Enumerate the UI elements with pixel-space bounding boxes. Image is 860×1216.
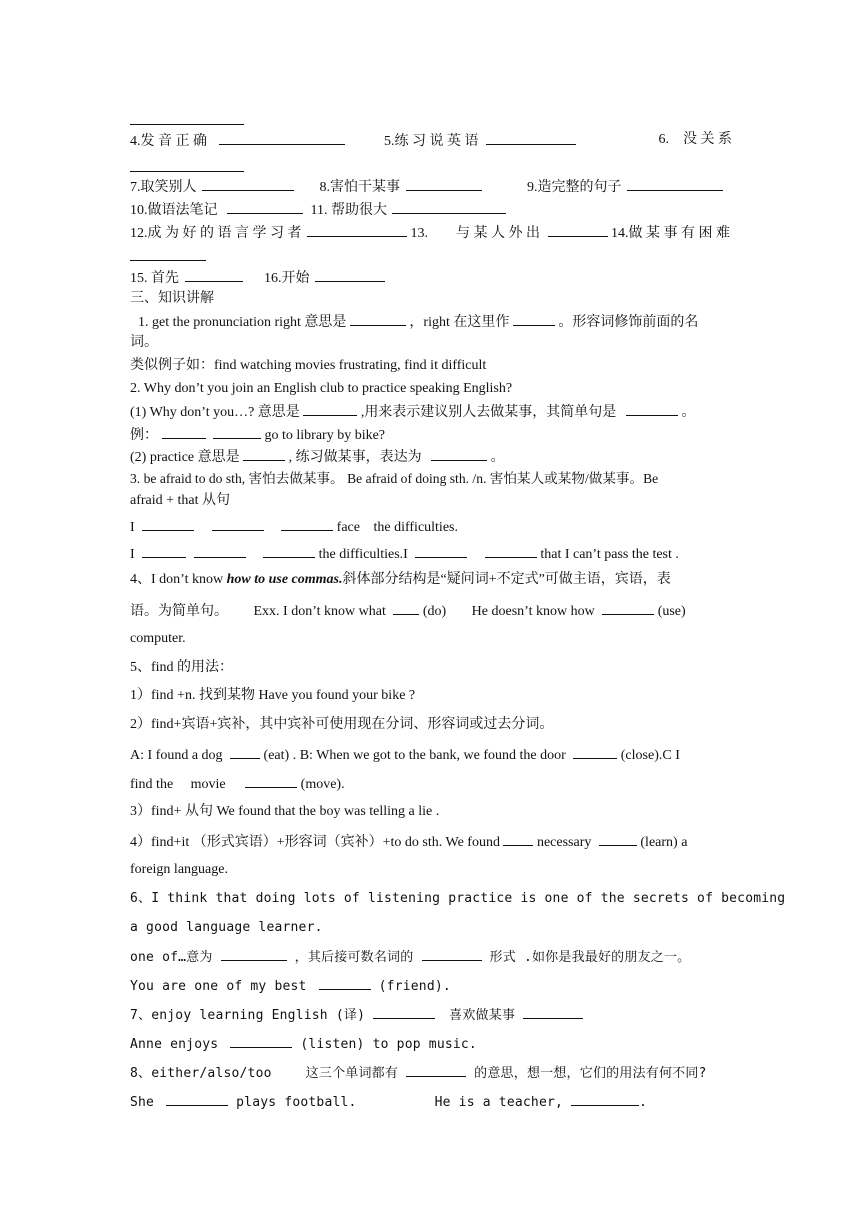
vocab-item: 9.造完整的句子 xyxy=(527,180,622,195)
text: 斜体部分结构是“疑问词+不定式”可做主语，宾语，表 xyxy=(342,572,671,587)
text: (1) Why don’t you…? 意思是 xyxy=(130,405,300,420)
answer-blank[interactable] xyxy=(194,545,246,558)
answer-blank[interactable] xyxy=(221,948,287,961)
explanation-line: foreign language. xyxy=(130,862,228,877)
answer-blank[interactable] xyxy=(166,1093,228,1106)
fill-sentence xyxy=(130,746,732,764)
text: necessary xyxy=(536,835,592,850)
vocab-row xyxy=(130,132,732,150)
explanation-line xyxy=(130,403,732,421)
text: 这三个单词都有 xyxy=(305,1066,399,1081)
vocab-item: 8.害怕干某事 xyxy=(319,180,400,195)
explanation-line: computer. xyxy=(130,631,186,646)
explanation-line: a good language learner. xyxy=(130,920,323,935)
text: go to library by bike? xyxy=(264,428,386,443)
vocab-item: 5.练 习 说 英 语 xyxy=(384,134,479,149)
answer-blank[interactable] xyxy=(202,178,294,191)
answer-blank[interactable] xyxy=(213,426,261,439)
text: He is a teacher, xyxy=(434,1095,564,1110)
answer-blank[interactable] xyxy=(227,201,303,214)
vocab-item: 14.做 某 事 有 困 难 xyxy=(611,226,730,241)
fill-sentence xyxy=(130,1093,732,1111)
answer-blank[interactable] xyxy=(350,313,406,326)
answer-blank[interactable] xyxy=(392,201,506,214)
answer-blank[interactable] xyxy=(130,112,244,125)
answer-blank[interactable] xyxy=(406,1064,466,1077)
text: (learn) a xyxy=(640,835,688,850)
answer-blank[interactable] xyxy=(626,403,678,416)
explanation-line: 2）find+宾语+宾补，其中宾补可使用现在分词、形容词或过去分词。 xyxy=(130,717,554,732)
fill-sentence xyxy=(130,948,732,966)
explanation-line xyxy=(130,602,732,620)
answer-blank[interactable] xyxy=(243,448,285,461)
explanation-line xyxy=(130,313,732,331)
answer-blank[interactable] xyxy=(185,269,243,282)
italic-phrase: how to use commas. xyxy=(226,572,343,587)
text: (eat) . B: When we got to the bank, we found the door xyxy=(263,748,566,763)
text: (friend). xyxy=(378,979,451,994)
text: 喜欢做某事 xyxy=(449,1008,516,1023)
fill-sentence xyxy=(130,518,732,536)
fill-sentence xyxy=(130,977,732,995)
answer-blank[interactable] xyxy=(573,746,617,759)
explanation-line xyxy=(130,572,732,588)
vocab-item: 15. 首先 xyxy=(130,271,179,286)
text: 语。为简单句。 xyxy=(130,604,228,619)
answer-blank[interactable] xyxy=(627,178,723,191)
vocab-item: 10.做语法笔记 xyxy=(130,203,218,218)
text: 8、either/also/too xyxy=(130,1066,272,1081)
answer-blank[interactable] xyxy=(422,948,482,961)
text: the difficulties. xyxy=(373,520,458,535)
answer-blank[interactable] xyxy=(245,775,297,788)
fill-sentence xyxy=(130,775,732,793)
text: I xyxy=(130,520,135,535)
answer-blank[interactable] xyxy=(503,833,533,846)
text: (2) practice 意思是 xyxy=(130,450,240,465)
text: (close).C I xyxy=(620,748,680,763)
answer-blank[interactable] xyxy=(485,545,537,558)
text: one of…意为 xyxy=(130,950,213,965)
answer-blank[interactable] xyxy=(130,159,244,172)
vocab-row xyxy=(130,178,732,196)
answer-blank[interactable] xyxy=(142,545,186,558)
text: 4）find+it （形式宾语）+形容词（宾补）+to do sth. We found xyxy=(130,835,500,850)
explanation-line: 1）find +n. 找到某物 Have you found your bike ? xyxy=(130,688,416,703)
text: find the xyxy=(130,777,174,792)
explanation-line xyxy=(130,426,732,444)
vocab-item: 12.成 为 好 的 语 言 学 习 者 xyxy=(130,226,302,241)
blank-line xyxy=(130,248,732,266)
vocab-row xyxy=(130,224,732,242)
answer-blank[interactable] xyxy=(230,746,260,759)
vocab-item: 4.发 音 正 确 xyxy=(130,134,207,149)
text: 1. get the pronunciation right 意思是 xyxy=(138,315,347,330)
fill-sentence xyxy=(130,1035,732,1053)
vocab-row xyxy=(130,269,732,287)
text: 4、I don’t know xyxy=(130,572,224,587)
text: the difficulties.I xyxy=(318,547,408,562)
fill-sentence xyxy=(130,833,732,851)
text: (do) xyxy=(422,604,447,619)
explanation-line: 词。 xyxy=(130,335,158,350)
answer-blank[interactable] xyxy=(373,1006,435,1019)
answer-blank[interactable] xyxy=(513,313,555,326)
section-heading: 三、知识讲解 xyxy=(130,291,214,306)
text: Exx. I don’t know what xyxy=(253,604,386,619)
text: (listen) to pop music. xyxy=(300,1037,477,1052)
explanation-line: 类似例子如：find watching movies frustrating, find it difficult xyxy=(130,358,487,373)
text: You are one of my best xyxy=(130,979,307,994)
text: plays football. xyxy=(236,1095,357,1110)
explanation-line: afraid + that 从句 xyxy=(130,493,231,508)
explanation-line: 3）find+ 从句 We found that the boy was telling a lie . xyxy=(130,804,440,819)
answer-blank[interactable] xyxy=(599,833,637,846)
text: that I can’t pass the test . xyxy=(540,547,679,562)
text: (move). xyxy=(300,777,345,792)
fill-sentence xyxy=(130,545,732,563)
text: (use) xyxy=(657,604,686,619)
explanation-line: 3. be afraid to do sth, 害怕去做某事。 Be afraid of doing sth. /n. 害怕某人或某物/做某事。Be xyxy=(130,471,659,486)
explanation-line: 5、find 的用法： xyxy=(130,660,234,675)
answer-blank[interactable] xyxy=(406,178,482,191)
text: face xyxy=(336,520,360,535)
answer-blank[interactable] xyxy=(415,545,467,558)
text: 。 xyxy=(681,405,696,420)
answer-blank[interactable] xyxy=(307,224,407,237)
answer-blank[interactable] xyxy=(212,518,264,531)
answer-blank[interactable] xyxy=(219,132,345,145)
explanation-line xyxy=(130,448,732,466)
answer-blank[interactable] xyxy=(571,1093,639,1106)
answer-blank[interactable] xyxy=(130,248,206,261)
text: ，right 在这里作 xyxy=(409,315,510,330)
answer-blank[interactable] xyxy=(393,602,419,615)
text: She xyxy=(130,1095,155,1110)
text: 。形容词修饰前面的名 xyxy=(558,315,699,330)
vocab-item: 6. 没 关 系 xyxy=(658,132,732,147)
text: , 练习做某事，表达为 xyxy=(288,450,422,465)
answer-blank[interactable] xyxy=(319,977,371,990)
text: He doesn’t know how xyxy=(471,604,595,619)
answer-blank[interactable] xyxy=(281,518,333,531)
blank-line xyxy=(130,159,732,177)
fill-sentence xyxy=(130,1064,732,1082)
answer-blank[interactable] xyxy=(263,545,315,558)
answer-blank[interactable] xyxy=(303,403,357,416)
vocab-item: 11. 帮助很大 xyxy=(310,203,387,218)
answer-blank[interactable] xyxy=(602,602,654,615)
vocab-item: 13. 与 某 人 外 出 xyxy=(410,226,540,241)
text: 。 xyxy=(490,450,505,465)
vocab-item: 7.取笑别人 xyxy=(130,180,197,195)
answer-blank[interactable] xyxy=(431,448,487,461)
text: 7、enjoy learning English (译) xyxy=(130,1008,366,1023)
text: ,用来表示建议别人去做某事，其简单句是 xyxy=(360,405,617,420)
answer-blank[interactable] xyxy=(230,1035,292,1048)
text: ，其后接可数名词的 xyxy=(294,950,414,965)
text: 的意思，想一想，它们的用法有何不同? xyxy=(474,1066,707,1081)
answer-blank[interactable] xyxy=(142,518,194,531)
answer-blank[interactable] xyxy=(548,224,608,237)
answer-blank[interactable] xyxy=(486,132,576,145)
vocab-row xyxy=(130,201,732,219)
explanation-line: 2. Why don’t you join an English club to practice speaking English? xyxy=(130,381,513,396)
text: A: I found a dog xyxy=(130,748,223,763)
text: 形式 .如你是我最好的朋友之一。 xyxy=(489,950,691,965)
fill-sentence xyxy=(130,1006,732,1024)
text: Anne enjoys xyxy=(130,1037,219,1052)
text: . xyxy=(639,1095,648,1110)
blank-line xyxy=(130,112,732,130)
explanation-line: 6、I think that doing lots of listening practice is one of the secrets of becoming xyxy=(130,891,786,906)
vocab-item: 16.开始 xyxy=(264,271,310,286)
answer-blank[interactable] xyxy=(523,1006,583,1019)
text: movie xyxy=(190,777,226,792)
answer-blank[interactable] xyxy=(162,426,206,439)
text: 例： xyxy=(130,428,158,443)
text: I xyxy=(130,547,135,562)
answer-blank[interactable] xyxy=(315,269,385,282)
